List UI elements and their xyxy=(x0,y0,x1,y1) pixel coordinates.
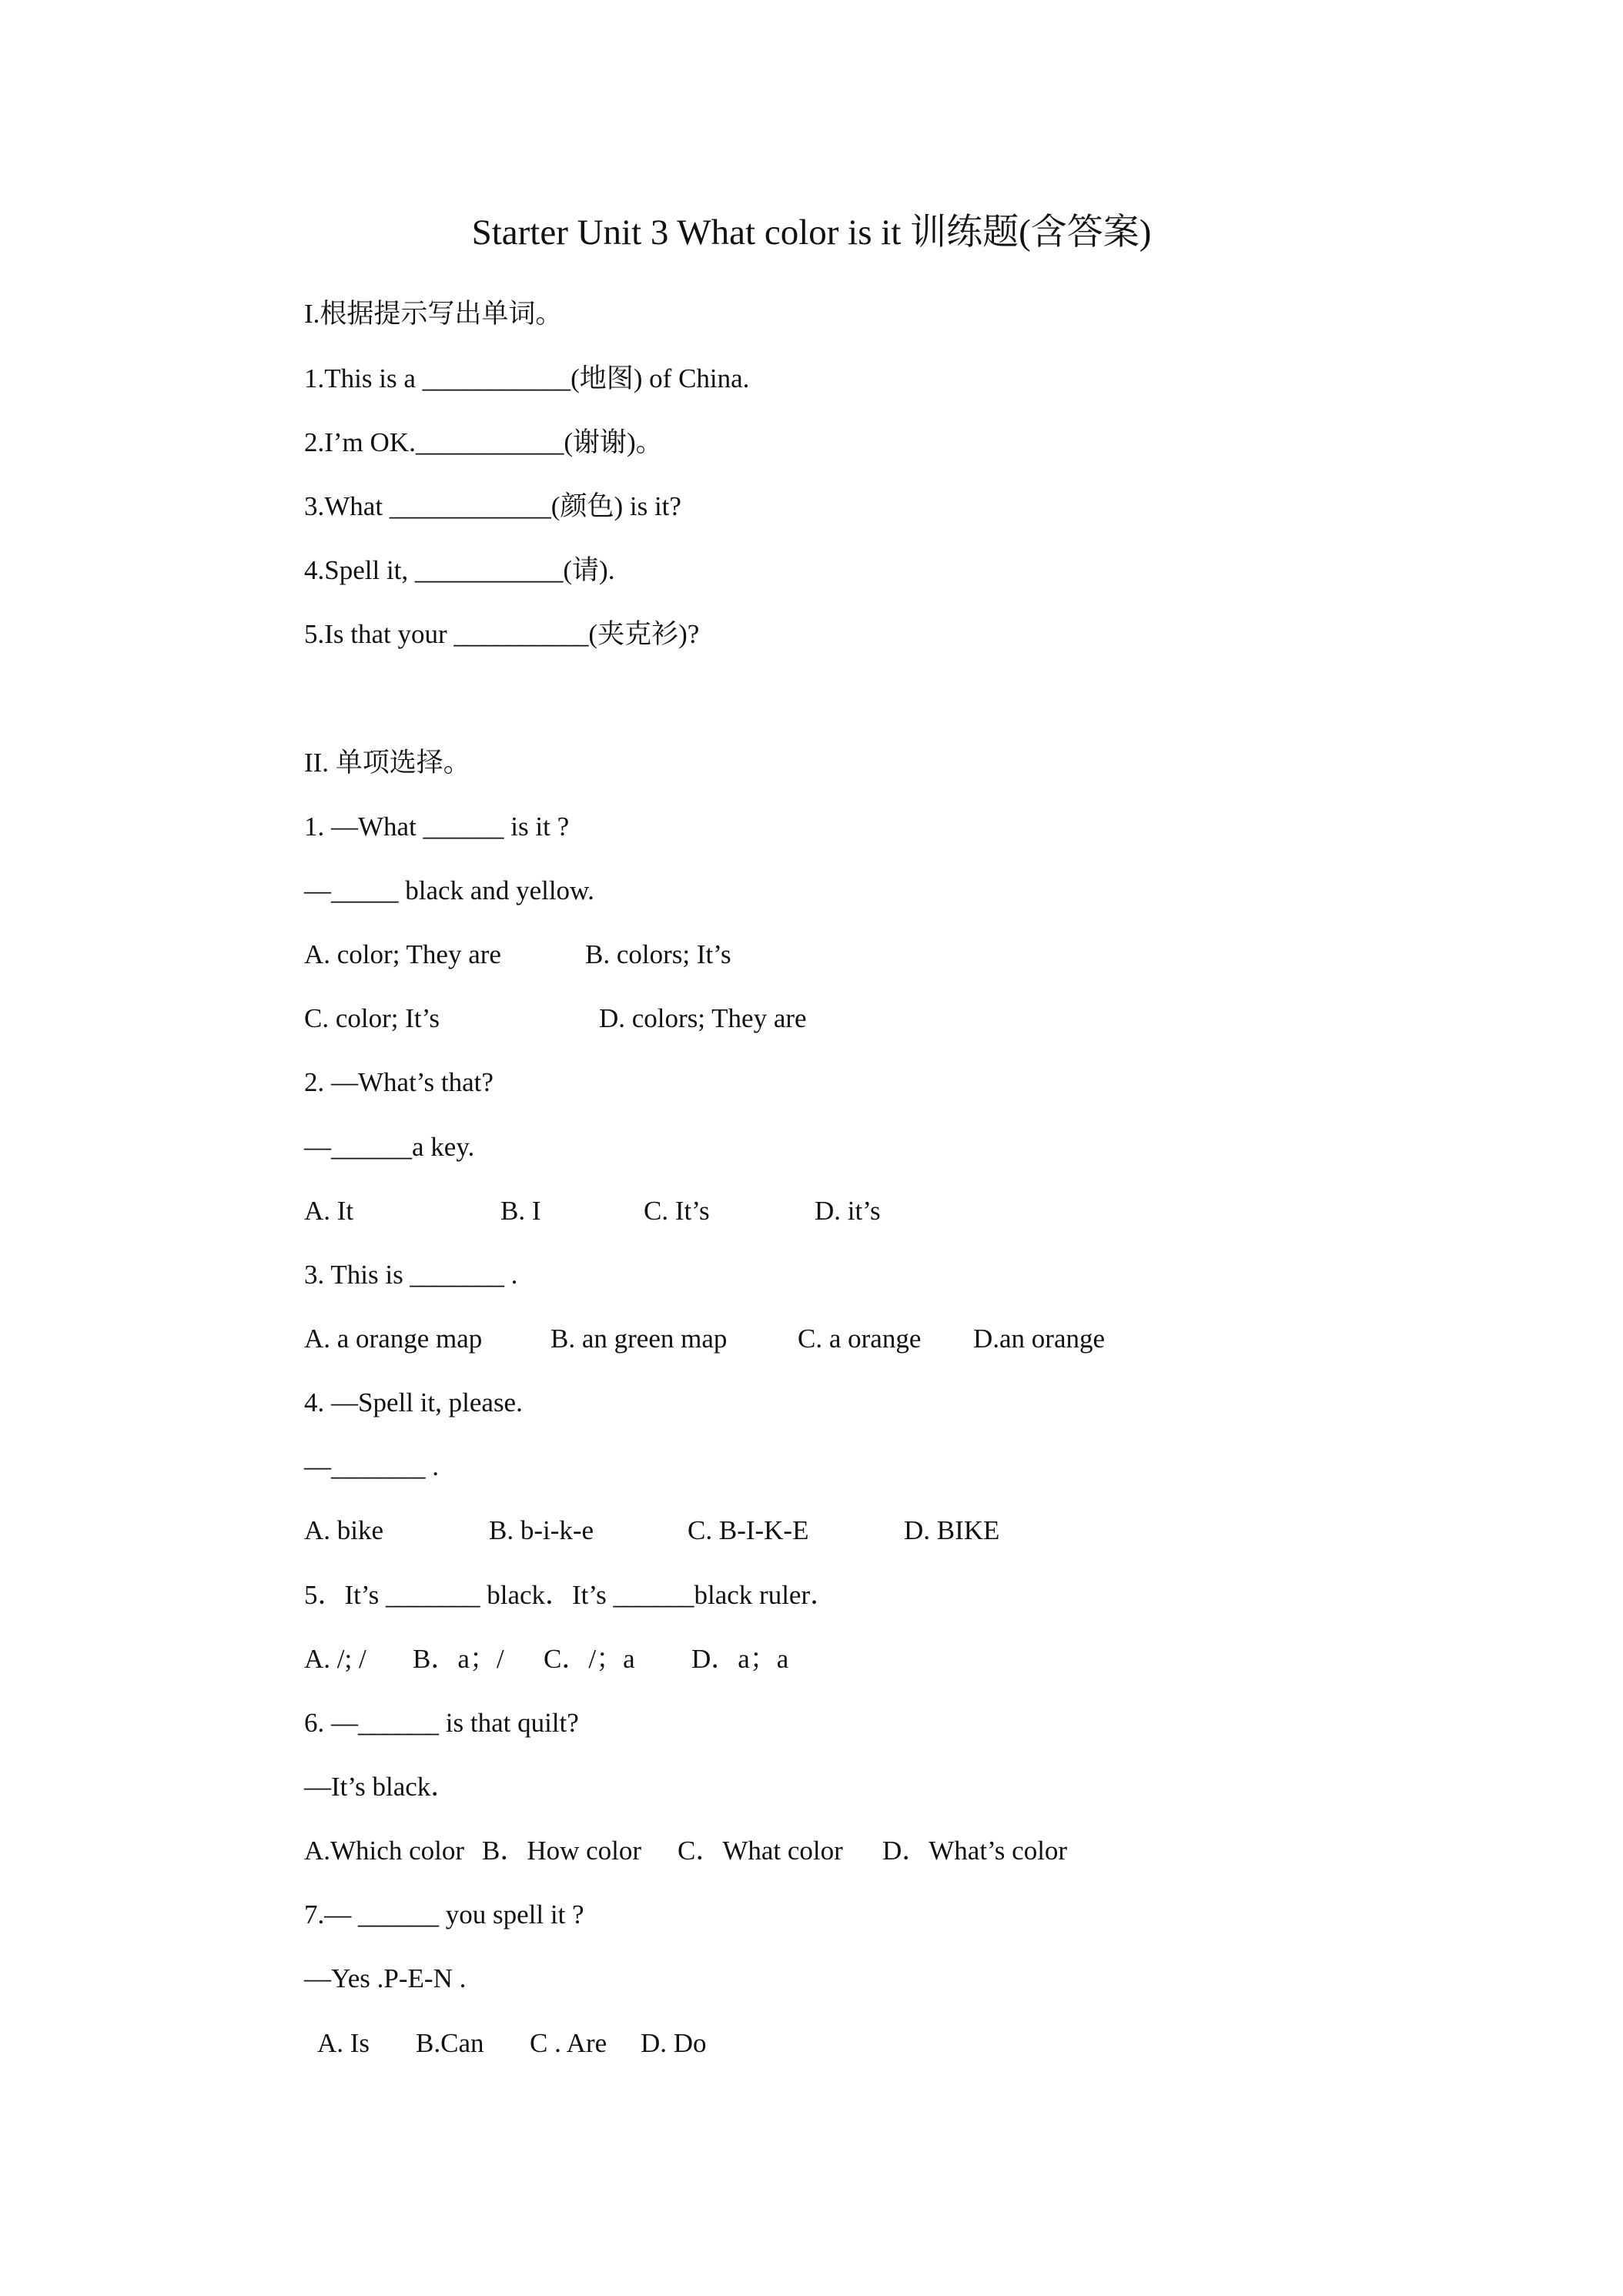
option: C . Are xyxy=(530,2028,607,2058)
section2-heading: II. 单项选择。 xyxy=(304,748,470,778)
option: D.an orange xyxy=(973,1324,1106,1354)
option: B. an green map xyxy=(550,1324,728,1354)
question-reply: —It’s black． xyxy=(304,1772,458,1802)
option: B.Can xyxy=(416,2028,484,2058)
option: B. b-i-k-e xyxy=(489,1515,594,1545)
section1-heading: I.根据提示写出单词。 xyxy=(304,299,563,329)
option: A. It xyxy=(304,1196,354,1226)
option: D. it’s xyxy=(815,1196,881,1226)
question-stem: 5．It’s _______ black．It’s ______black ruler． xyxy=(304,1580,838,1610)
question-stem: 2. —What’s that? xyxy=(304,1067,494,1097)
option: A. /; / xyxy=(304,1644,366,1674)
question-reply: —______a key. xyxy=(304,1132,475,1162)
question-stem: 1. —What ______ is it ? xyxy=(304,812,570,842)
question-reply: —_______ . xyxy=(304,1451,439,1481)
option: C. color; It’s xyxy=(304,1003,440,1033)
option: D. colors; They are xyxy=(599,1003,807,1033)
option: C. It’s xyxy=(644,1196,710,1226)
option: C．What color xyxy=(678,1836,843,1866)
question-reply: —Yes .P-E-N . xyxy=(304,1963,467,1993)
option: C. a orange xyxy=(798,1324,922,1354)
option: C．/；a xyxy=(544,1644,635,1674)
option: A.Which color xyxy=(304,1836,464,1866)
option: A. Is xyxy=(317,2028,370,2058)
option: D．What’s color xyxy=(882,1836,1068,1866)
question-stem: 6. —______ is that quilt? xyxy=(304,1708,579,1738)
option: B．a；/ xyxy=(413,1644,504,1674)
option: C. B-I-K-E xyxy=(688,1515,809,1545)
question-stem: 7.— ______ you spell it ? xyxy=(304,1899,584,1930)
section1-item: 4.Spell it, ___________(请). xyxy=(304,555,615,585)
option: B. I xyxy=(500,1196,541,1226)
question-reply: —_____ black and yellow. xyxy=(304,875,594,905)
section1-item: 2.I’m OK.___________(谢谢)。 xyxy=(304,427,663,457)
document-title: Starter Unit 3 What color is it 训练题(含答案) xyxy=(471,213,1152,253)
option: A. color; They are xyxy=(304,939,501,969)
section1-item: 5.Is that your __________(夹克衫)? xyxy=(304,619,700,649)
section1-item: 1.This is a ___________(地图) of China. xyxy=(304,363,750,393)
question-stem: 4. —Spell it, please. xyxy=(304,1387,523,1417)
section1-item: 3.What ____________(颜色) is it? xyxy=(304,491,681,521)
option: D. BIKE xyxy=(904,1515,1000,1545)
option: D. Do xyxy=(641,2028,707,2058)
option: A. bike xyxy=(304,1515,384,1545)
option: D．a；a xyxy=(691,1644,789,1674)
option: B. colors; It’s xyxy=(585,939,731,969)
option: A. a orange map xyxy=(304,1324,483,1354)
question-stem: 3. This is _______ . xyxy=(304,1260,518,1290)
option: B．How color xyxy=(482,1836,642,1866)
